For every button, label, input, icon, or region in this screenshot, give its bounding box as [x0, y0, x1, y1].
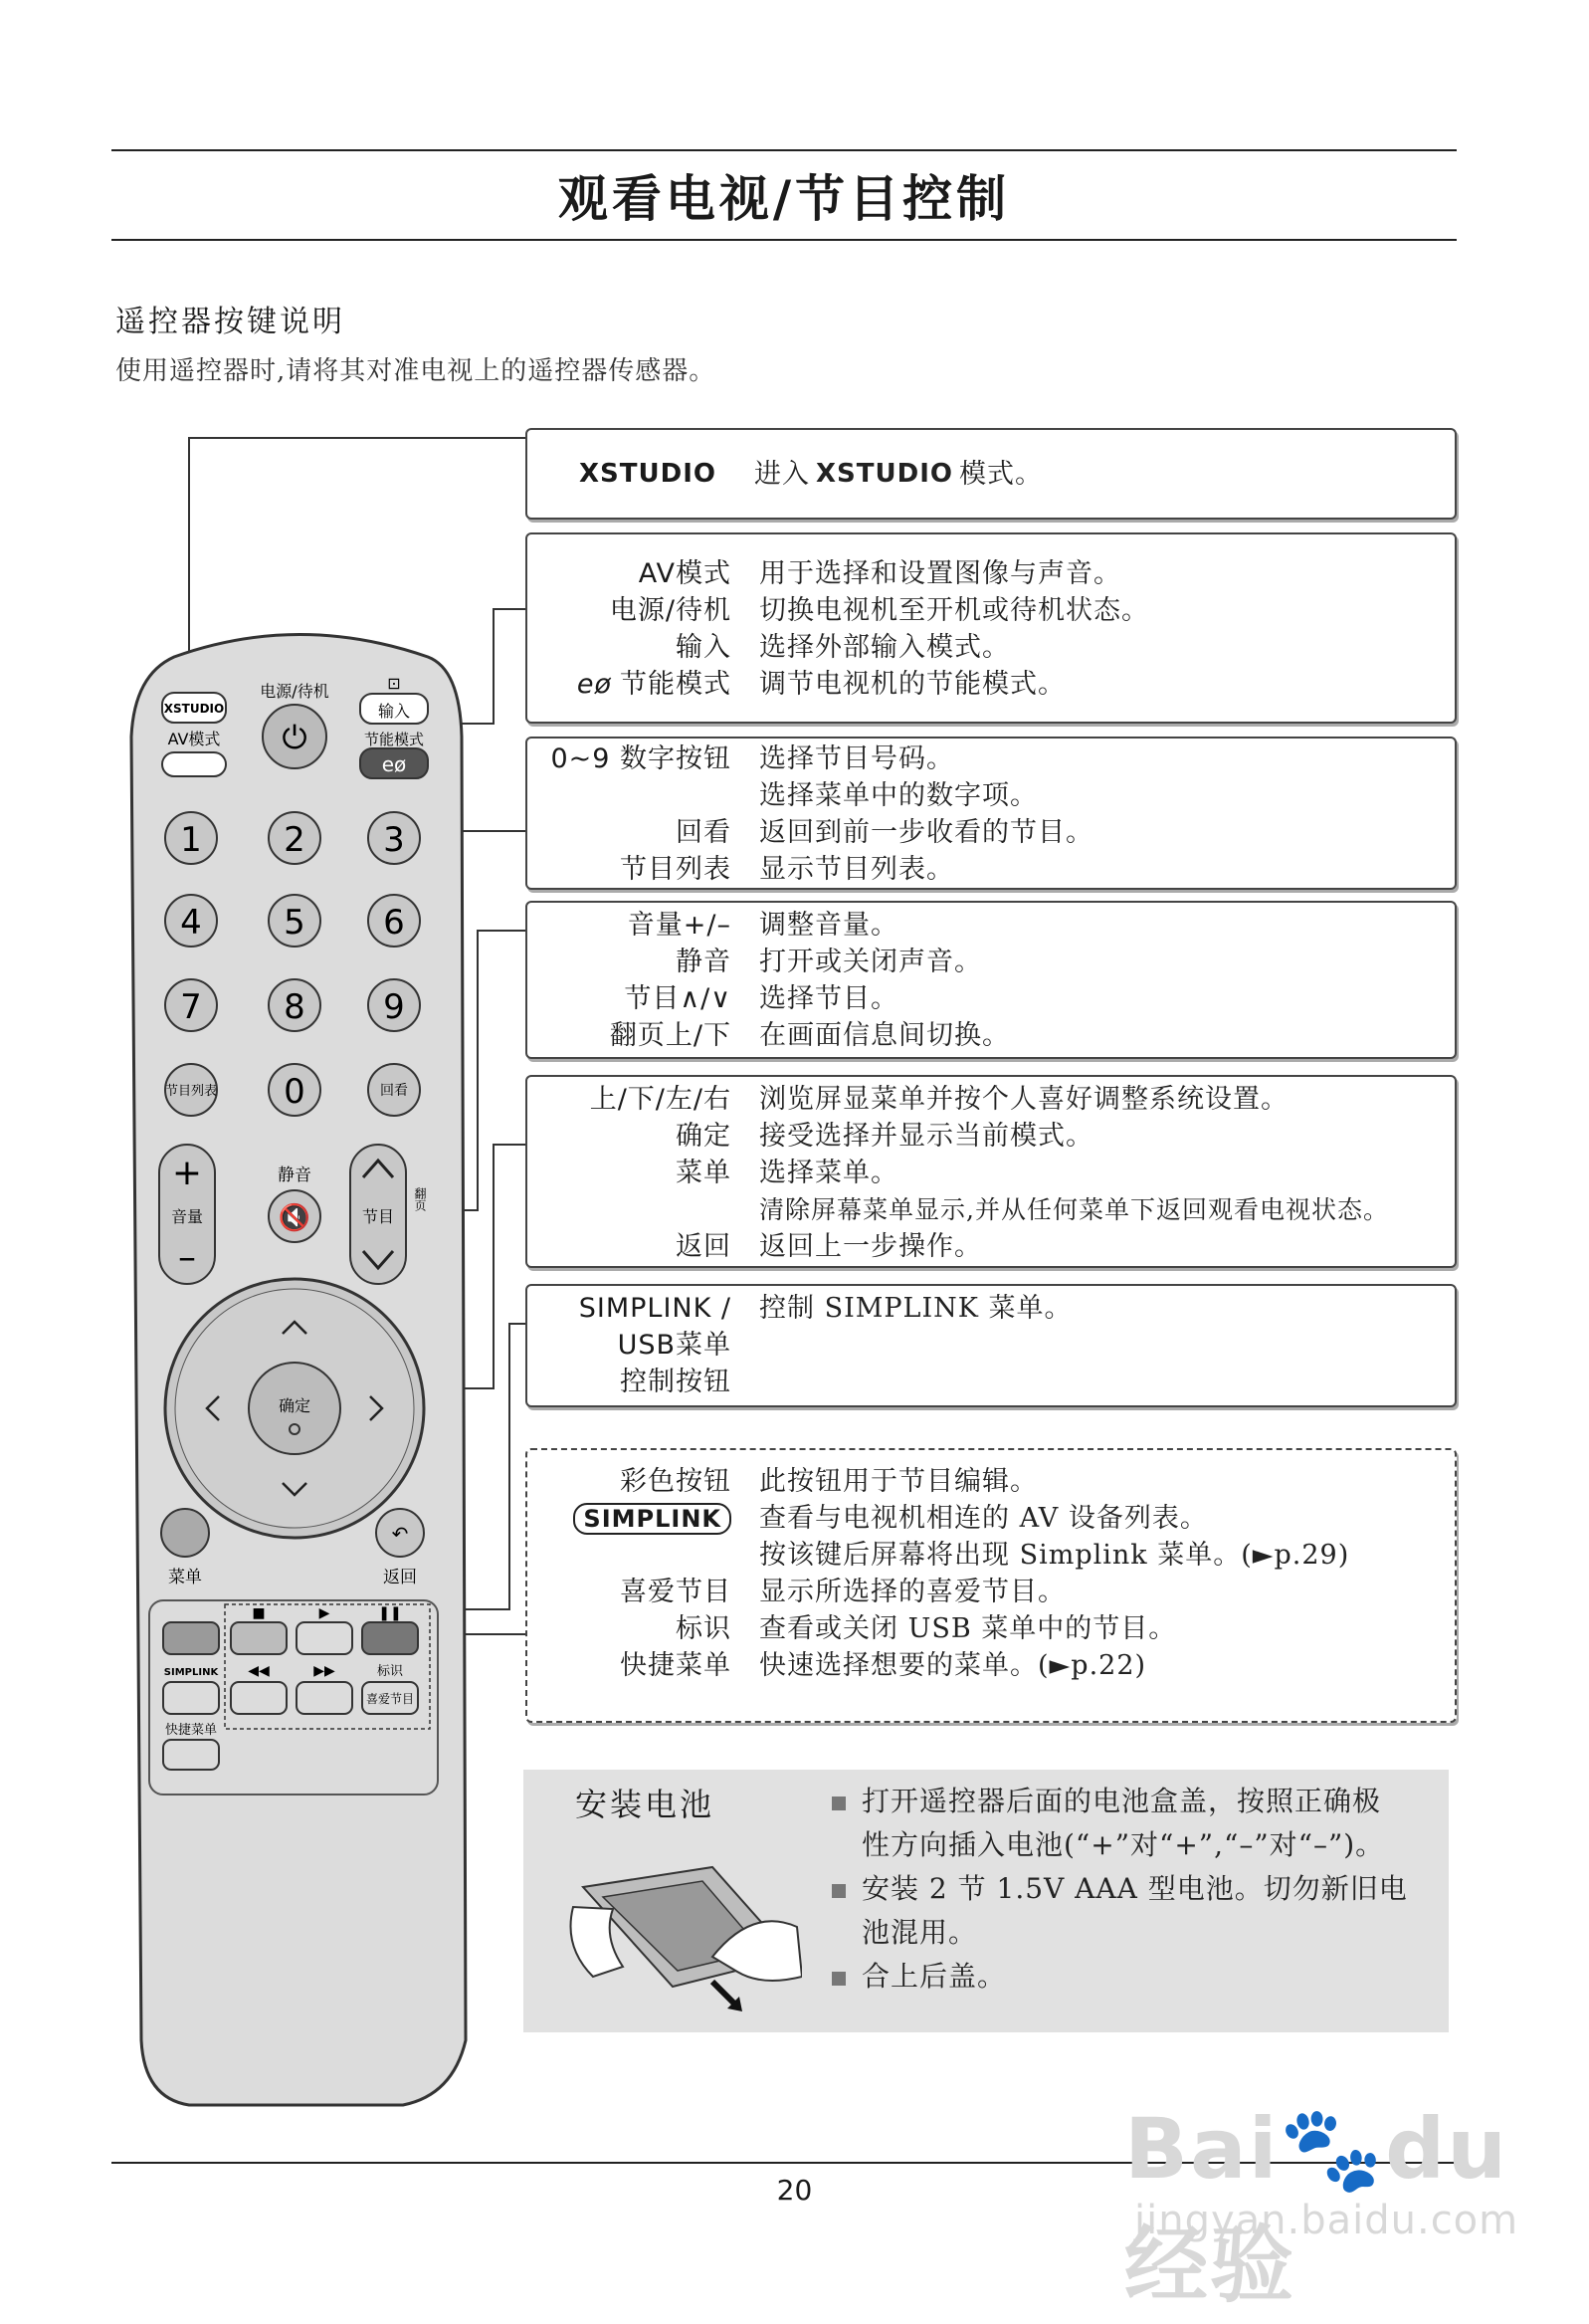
svg-text:5: 5: [284, 903, 305, 943]
svg-text:⏻: ⏻: [282, 719, 307, 756]
row-power-1: 电源/待机 切换电视机至开机或待机状态。: [609, 595, 1149, 626]
section-title: 遥控器按键说明: [115, 305, 345, 339]
green-button: [231, 1622, 287, 1654]
svg-text:标识: 标识: [376, 1664, 404, 1679]
svg-text:输入: 输入: [377, 702, 411, 721]
rewind-button: [231, 1682, 287, 1714]
svg-text:1: 1: [180, 820, 202, 860]
row-color-5: 快捷菜单 快速选择想要的菜单。(►p.22): [620, 1650, 1147, 1681]
svg-text:+: +: [171, 1153, 203, 1193]
page-number: 20: [776, 2174, 813, 2207]
svg-text:9: 9: [383, 987, 405, 1027]
battery-illustration: [563, 1847, 802, 2016]
baidu-watermark: Bai🐾du经验: [1124, 2100, 1509, 2314]
quick-menu-button: [163, 1740, 219, 1770]
svg-text:翻页: 翻页: [413, 1187, 427, 1211]
svg-text:菜单: 菜单: [168, 1568, 202, 1587]
svg-text:–: –: [178, 1237, 196, 1278]
svg-text:6: 6: [383, 903, 405, 943]
row-color-1: SIMPLINK 查看与电视机相连的 AV 设备列表。: [527, 1500, 1208, 1538]
av-mode-button: [162, 752, 226, 776]
row-color-4: 标识 查看或关闭 USB 菜单中的节目。: [676, 1613, 1177, 1644]
svg-text:节目列表: 节目列表: [164, 1084, 218, 1099]
row-xstudio: XSTUDIO 进入 XSTUDIO 模式。: [527, 456, 1043, 493]
row-color-2: 按该键后屏幕将出现 Simplink 菜单。(►p.29): [759, 1540, 1350, 1571]
row-simplink-1: USB菜单: [617, 1330, 731, 1361]
callout-volume: [458, 931, 525, 1210]
intro-text: 使用遥控器时,请将其对准电视上的遥控器传感器。: [115, 356, 716, 386]
svg-text:静音: 静音: [278, 1165, 311, 1185]
row-power-0: AV模式 用于选择和设置图像与声音。: [638, 558, 1121, 589]
svg-text:节能模式: 节能模式: [363, 731, 425, 748]
svg-text:8: 8: [284, 987, 305, 1027]
battery-panel: [523, 1770, 1449, 2032]
row-simplink-2: 控制按钮: [620, 1367, 731, 1397]
row-numbers-3: 节目列表 显示节目列表。: [620, 854, 954, 885]
red-button: [163, 1622, 219, 1654]
svg-text:▶: ▶: [318, 1605, 330, 1621]
battery-step-1: 打开遥控器后面的电池盒盖，按照正确极: [832, 1780, 1381, 1823]
blue-button: [362, 1622, 418, 1654]
row-simplink-0: SIMPLINK / 控制 SIMPLINK 菜单。: [578, 1293, 1073, 1324]
svg-text:快捷菜单: 快捷菜单: [164, 1723, 218, 1738]
battery-step-2-cont: 池混用。: [862, 1916, 978, 1949]
row-power-2: 输入 选择外部输入模式。: [676, 632, 1010, 663]
row-color-3: 喜爱节目 显示所选择的喜爱节目。: [620, 1577, 1066, 1607]
svg-text:3: 3: [383, 820, 405, 860]
row-volume-3: 翻页上/下 在画面信息间切换。: [609, 1020, 1010, 1051]
xstudio-logo: XSTUDIO: [579, 459, 716, 489]
battery-step-1-cont: 性方向插入电池(“+”对“+”,“–”对“–”)。: [862, 1828, 1385, 1861]
svg-text:↶: ↶: [391, 1522, 409, 1546]
svg-text:eø: eø: [381, 752, 407, 776]
svg-text:返回: 返回: [383, 1568, 417, 1587]
simplink-button: [163, 1682, 219, 1714]
svg-text:7: 7: [180, 987, 202, 1027]
svg-text:确定: 确定: [278, 1396, 311, 1415]
paw-icon: 🐾: [1279, 2100, 1386, 2198]
svg-text:2: 2: [284, 820, 305, 860]
simplink-logo: SIMPLINK: [573, 1503, 731, 1535]
svg-text:🔇: 🔇: [278, 1203, 311, 1233]
svg-text:◀◀: ◀◀: [248, 1663, 270, 1679]
row-volume-0: 音量+/– 调整音量。: [627, 910, 898, 941]
row-numbers-2: 回看 返回到前一步收看的节目。: [676, 817, 1093, 848]
battery-title: 安装电池: [575, 1786, 715, 1823]
svg-text:SIMPLINK: SIMPLINK: [163, 1667, 219, 1678]
battery-step-3: 合上后盖。: [832, 1955, 1006, 1999]
row-volume-1: 静音 打开或关闭声音。: [676, 947, 982, 977]
svg-text:❚❚: ❚❚: [378, 1605, 402, 1621]
svg-text:回看: 回看: [380, 1083, 408, 1099]
svg-text:喜爱节目: 喜爱节目: [365, 1692, 415, 1706]
battery-step-2: 安装 2 节 1.5V AAA 型电池。切勿新旧电: [832, 1867, 1408, 1911]
eco-icon: eø: [576, 669, 612, 700]
row-numbers-0: 0~9 数字按钮 选择节目号码。: [550, 743, 954, 774]
svg-text:0: 0: [284, 1072, 305, 1112]
watermark-url: jingyan.baidu.com: [1134, 2198, 1519, 2243]
svg-text:▶▶: ▶▶: [313, 1663, 335, 1679]
forward-button: [297, 1682, 352, 1714]
svg-text:4: 4: [180, 903, 202, 943]
svg-text:音量: 音量: [170, 1207, 204, 1226]
svg-text:节目: 节目: [361, 1207, 395, 1226]
yellow-button: [297, 1622, 352, 1654]
row-power-3: eø 节能模式 调节电视机的节能模式。: [576, 669, 1066, 700]
svg-text:AV模式: AV模式: [167, 730, 221, 748]
row-nav-2: 菜单 选择菜单。: [676, 1158, 898, 1188]
svg-text:电源/待机: 电源/待机: [260, 682, 329, 701]
svg-text:XSTUDIO: XSTUDIO: [163, 702, 225, 716]
page-title: 观看电视/节目控制: [557, 170, 1011, 228]
menu-button: [161, 1509, 209, 1557]
row-color-0: 彩色按钮 此按钮用于节目编辑。: [620, 1466, 1038, 1497]
row-nav-1: 确定 接受选择并显示当前模式。: [676, 1121, 1093, 1152]
row-nav-0: 上/下/左/右 浏览屏显菜单并按个人喜好调整系统设置。: [589, 1084, 1289, 1115]
svg-text:⊡: ⊡: [387, 674, 401, 693]
row-volume-2: 节目∧/∨ 选择节目。: [624, 983, 898, 1014]
row-nav-3: 清除屏幕菜单显示,并从任何菜单下返回观看电视状态。: [759, 1195, 1389, 1224]
svg-text:■: ■: [252, 1605, 266, 1621]
row-numbers-1: 选择菜单中的数字项。: [759, 780, 1038, 811]
row-nav-4: 返回 返回上一步操作。: [676, 1231, 982, 1262]
